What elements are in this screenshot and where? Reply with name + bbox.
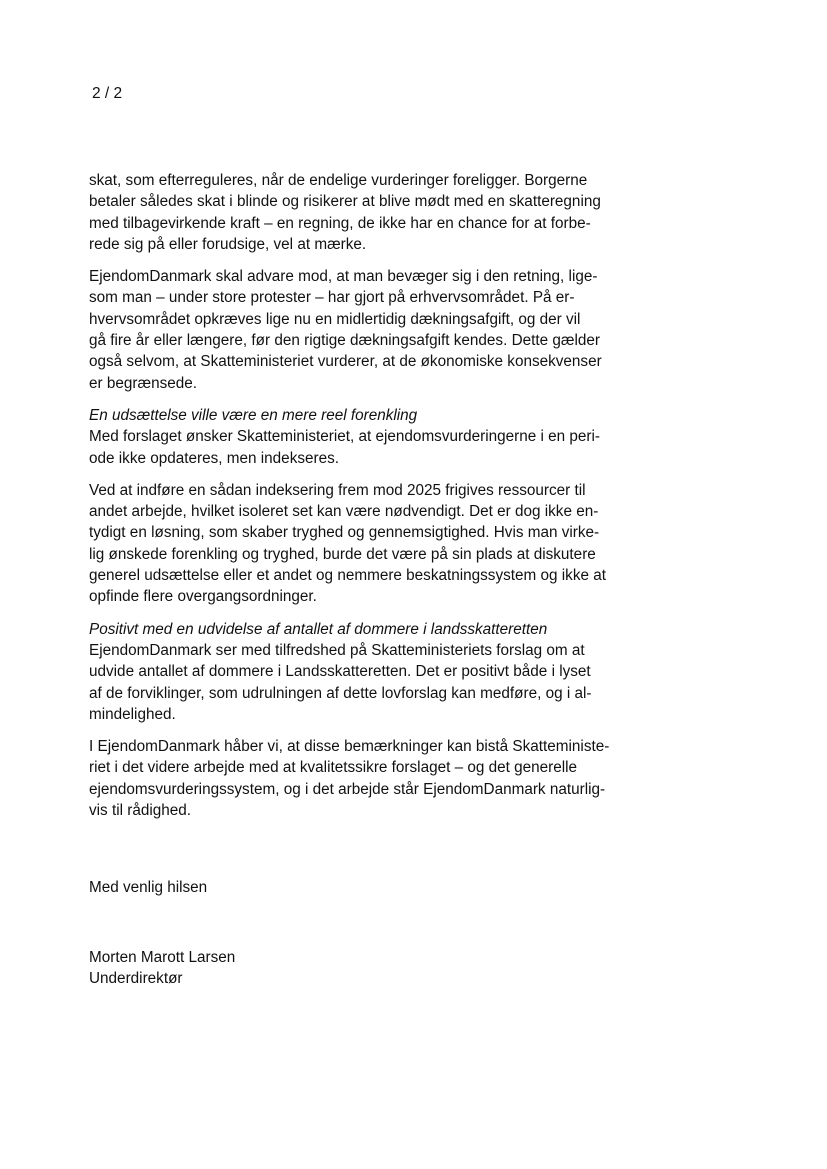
paragraph-indexing (89, 480, 679, 608)
text-line: ejendomsvurderingssystem, og i det arbejde står EjendomDanmark naturlig- (89, 780, 606, 798)
text-line: ode ikke opdateres, men indekseres. (89, 449, 339, 467)
text-line: riet i det videre arbejde med at kvalitetssikre forslaget – og det generelle (89, 759, 578, 777)
paragraph-postponement (89, 405, 679, 469)
letter-body (89, 170, 679, 832)
text-line: betaler således skat i blinde og risikerer at blive mødt med en skatteregning (89, 193, 601, 211)
closing-greeting: Med venlig hilsen (89, 879, 208, 896)
text-line: også selvom, at Skatteministeriet vurderer, at de økonomiske konsekvenser (89, 353, 602, 371)
text-line: lig ønskede forenkling og tryghed, burde det være på sin plads at diskutere (89, 545, 596, 563)
text-line: EjendomDanmark skal advare mod, at man bevæger sig i den retning, lige- (89, 268, 598, 286)
text-line: tydigt en løsning, som skaber tryghed og gennemsigtighed. Hvis man virke- (89, 524, 600, 542)
signatory-name: Morten Marott Larsen (89, 949, 236, 966)
text-line: som man – under store protester – har gjort på erhvervsområdet. På er- (89, 289, 575, 307)
text-line: I EjendomDanmark håber vi, at disse bemærkninger kan bistå Skatteministe- (89, 738, 610, 756)
text-line: gå fire år eller længere, før den rigtige dækningsafgift kendes. Dette gælder (89, 332, 601, 350)
text-line: af de forviklinger, som udrulningen af dette lovforslag kan medføre, og i al- (89, 684, 592, 702)
text-line: Ved at indføre en sådan indeksering frem mod 2025 frigives ressourcer til (89, 481, 586, 499)
text-line: vis til rådighed. (89, 802, 192, 820)
paragraph-warning (89, 266, 679, 394)
text-line: rede sig på eller forudsige, vel at mærke. (89, 235, 367, 253)
page-number: 2 / 2 (92, 85, 123, 102)
text-line: andet arbejde, hvilket isoleret set kan være nødvendigt. Det er dog ikke en- (89, 503, 599, 521)
text-line: hvervsområdet opkræves lige nu en midlertidig dækningsafgift, og der vil (89, 310, 581, 328)
text-line: EjendomDanmark ser med tilfredshed på Skatteministeriets forslag om at (89, 641, 585, 659)
paragraph-retroactive-tax (89, 170, 679, 255)
text-line: med tilbagevirkende kraft – en regning, de ikke har en chance for at forbe- (89, 214, 591, 232)
text-line: opfinde flere overgangsordninger. (89, 588, 317, 606)
text-line: skat, som efterreguleres, når de endelige vurderinger foreligger. Borgerne (89, 172, 588, 189)
text-line: Med forslaget ønsker Skatteministeriet, at ejendomsvurderingerne i en peri- (89, 428, 600, 446)
text-line: udvide antallet af dommere i Landsskatteretten. Det er positivt både i lyset (89, 663, 591, 681)
paragraph-conclusion (89, 736, 679, 821)
text-line: mindelighed. (89, 705, 176, 723)
text-line: er begrænsede. (89, 374, 197, 392)
signatory-title: Underdirektør (89, 970, 183, 988)
paragraph-judges (89, 619, 679, 725)
section-heading: En udsættelse ville være en mere reel forenkling (89, 406, 418, 424)
text-line: generel udsættelse eller et andet og nemmere beskatningssystem og ikke at (89, 567, 606, 585)
section-heading: Positivt med en udvidelse af antallet af dommere i landsskatteretten (89, 620, 548, 638)
signature-block (89, 947, 235, 990)
